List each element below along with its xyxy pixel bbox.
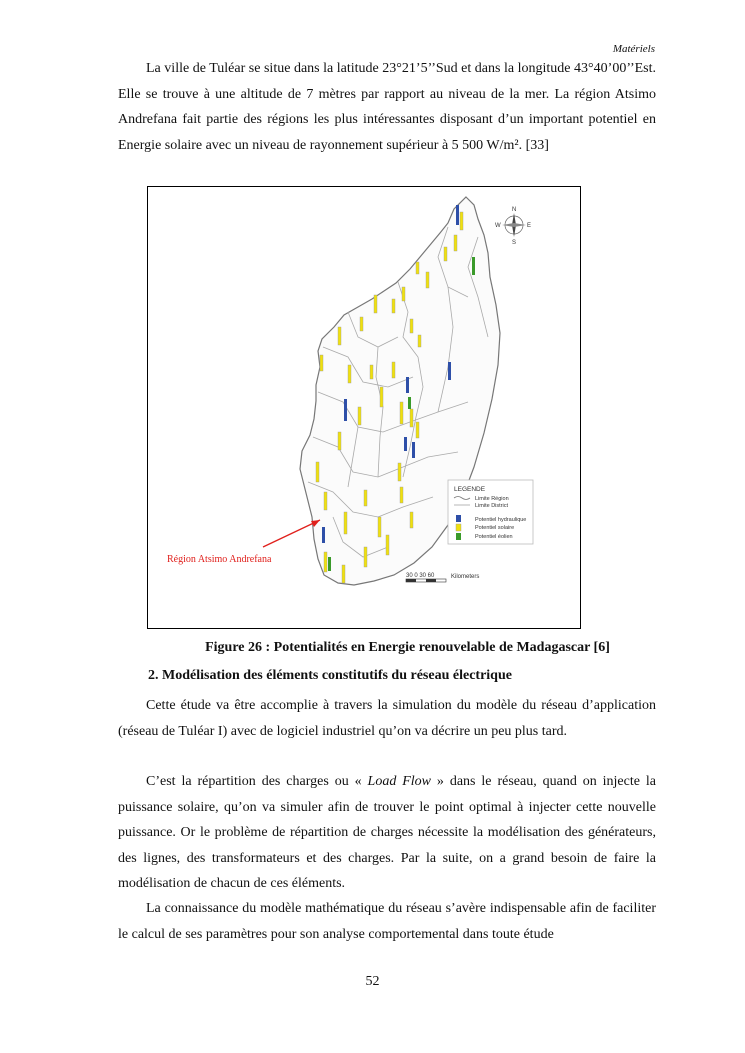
annotation-arrow xyxy=(263,520,320,547)
legend-item-solar: Potentiel solaire xyxy=(475,525,515,531)
svg-text:W: W xyxy=(495,223,501,229)
madagascar-map xyxy=(148,187,580,628)
svg-text:E: E xyxy=(527,223,532,229)
page-number: 52 xyxy=(365,974,380,989)
figure-frame xyxy=(147,186,581,629)
legend-limite-region: Limite Région xyxy=(475,496,509,502)
legend-limite-district: Limite District xyxy=(475,503,509,509)
svg-text:Kilometers: Kilometers xyxy=(451,574,480,580)
legend-title: LEGENDE xyxy=(454,486,486,493)
figure-caption: Figure 26 : Potentialités en Energie renouvelable de Madagascar [6] xyxy=(205,640,610,655)
body-paragraph-3: La connaissance du modèle mathématique du réseau s’avère indispensable afin de faciliter le calcul de ses paramètres pour son analyse comportemental dans toute étude xyxy=(118,901,656,942)
legend-item-hydro: Potentiel hydraulique xyxy=(475,517,527,523)
map-legend xyxy=(448,480,533,544)
load-flow-term: Load Flow xyxy=(367,774,432,789)
legend-item-wind: Potentiel éolien xyxy=(475,534,513,540)
section-heading: 2. Modélisation des éléments constitutifs du réseau électrique xyxy=(148,668,512,683)
svg-text:S: S xyxy=(512,240,517,246)
body-paragraph-1: Cette étude va être accomplie à travers la simulation du modèle du réseau d’application (réseau de Tuléar I) avec de logiciel industriel qu’on va décrire un peu plus tard. xyxy=(118,698,656,739)
compass-rose-icon xyxy=(495,207,531,246)
scale-bar xyxy=(406,573,479,582)
svg-text:N: N xyxy=(512,207,517,213)
body-paragraph-2: C’est la répartition des charges ou « Load Flow » dans le réseau, quand on injecte la puissance solaire, qu’on va simuler afin de trouver le point optimal à injecter cette nouvelle puissance. Or le problème de répartition de charges nécessite la modélisation des générateurs, des lignes, des transformateurs et des charges. Par la suite, on a grand besoin de faire la modélisation de chacun de ces éléments. xyxy=(118,774,656,891)
svg-text:30 0 30 60: 30 0 30 60 xyxy=(406,573,435,579)
region-annotation-label: Région Atsimo Andrefana xyxy=(167,554,272,565)
intro-paragraph: La ville de Tuléar se situe dans la latitude 23°21’5’’Sud et dans la longitude 43°40’00’’Est. Elle se trouve à une altitude de 7 mètres par rapport au niveau de la mer. La région Atsimo Andrefana fait partie des régions les plus intéressantes disposant d’un important potentiel en Energie solaire avec un niveau de rayonnement supérieur à 5 500 W/m². [33] xyxy=(118,61,656,153)
running-header: Matériels xyxy=(612,43,655,55)
